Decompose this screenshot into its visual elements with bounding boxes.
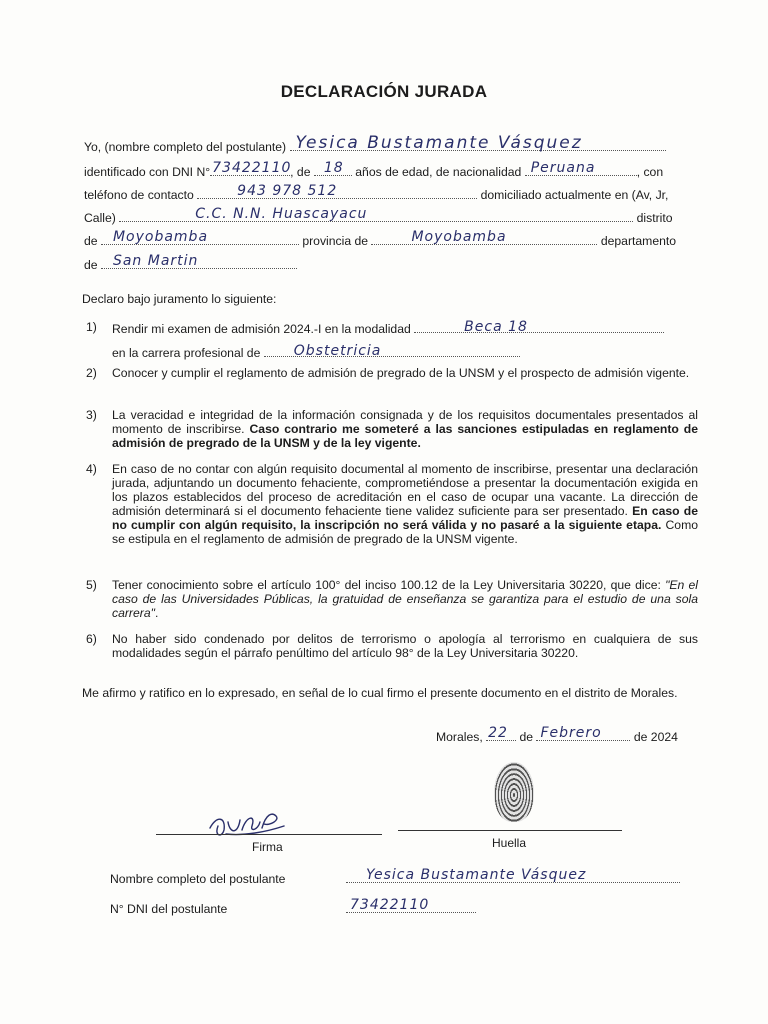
closing-text: Me afirmo y ratifico en lo expresado, en señal de lo cual firmo el presente documento en el distrito de Morales.	[82, 686, 678, 700]
firma-line	[156, 834, 382, 835]
departamento-label: departamento	[600, 234, 677, 248]
phone-line	[84, 183, 700, 204]
signature-drawing	[206, 806, 286, 842]
firma-label: Firma	[252, 840, 283, 854]
age-field	[314, 160, 352, 176]
de2-label: de	[84, 258, 98, 272]
date-month: Febrero	[540, 725, 602, 741]
item-1-text-a: Rendir mi examen de admisión 2024.-I en la modalidad	[112, 322, 411, 336]
item-5-quote: "En el caso de las Universidades Públicas, la gratuidad de enseñanza se garantiza para el estudio de una sola carrera"	[112, 578, 698, 620]
full-name-value: Yesica Bustamante Vásquez	[366, 867, 587, 883]
item-number: 5)	[86, 578, 97, 592]
item-2-text: Conocer y cumplir el reglamento de admisión de pregrado de la UNSM y el prospecto de admisión vigente.	[112, 366, 690, 380]
date-prefix: Morales,	[436, 730, 483, 744]
item-4-text: En caso de no contar con algún requisito documental al momento de inscribirse, presentar una declaración jurada, adjuntando un documento fehaciente, comprometiéndose a presentar la documentación exigida en los plazos establecidos del proceso de acreditación en el caso de ocupar una vacante. La dirección de admisión determinará si el documento fehaciente tiene validez suficiente para ser presentado.	[112, 462, 698, 518]
modality-field	[414, 320, 664, 333]
district-line	[84, 229, 700, 250]
dni-label: identificado con DNI N°	[84, 165, 211, 179]
item-6-text: No haber sido condenado por delitos de terrorismo o apología al terrorismo en cualquiera de sus modalidades según el párrafo penúltimo del artículo 98° de la Ley Universitaria 30220.	[112, 632, 698, 660]
department-field	[101, 253, 297, 269]
item-4-bold: En caso de no cumplir con algún requisito, la inscripción no será válida y no pasaré a la siguiente etapa.	[112, 504, 699, 532]
modality-value: Beca 18	[464, 319, 528, 335]
address-value: C.C. N.N. Huascayacu	[195, 206, 368, 222]
dni-line	[84, 160, 700, 181]
date-day-field	[486, 725, 516, 741]
domicile-label: domiciliado actualmente en (Av, Jr,	[480, 188, 669, 202]
distrito-label: distrito	[636, 211, 673, 225]
item-3-bold: Caso contrario me someteré a las sanciones estipuladas en reglamento de admisión de pregrado de la UNSM y de la ley vigente	[112, 422, 698, 450]
footer-name-line	[110, 867, 690, 888]
phone-field	[197, 183, 477, 199]
date-suffix: de 2024	[633, 730, 678, 744]
provincia-label: provincia de	[302, 234, 369, 248]
item-1-text-b: en la carrera profesional de	[112, 346, 261, 360]
full-name-field	[346, 867, 680, 883]
department-value: San Martin	[112, 253, 199, 269]
item-3-text: La veracidad e integridad de la información consignada y de los requisitos documentales presentados al momento de inscribirse.	[112, 408, 698, 436]
nationality-field	[525, 160, 637, 176]
full-name-label: Nombre completo del postulante	[110, 872, 286, 886]
phone-label: teléfono de contacto	[84, 188, 194, 202]
district-value: Moyobamba	[112, 229, 209, 245]
name-label: Yo, (nombre completo del postulante)	[84, 140, 287, 154]
dni-value: 73422110	[212, 160, 292, 176]
item-number: 6)	[86, 632, 97, 646]
province-field	[371, 229, 597, 245]
career-field	[264, 344, 520, 357]
name-field	[290, 133, 666, 153]
dni-footer-field	[346, 897, 476, 913]
footer-dni-line	[110, 897, 690, 918]
dni-footer-value: 73422110	[350, 897, 430, 913]
career-value: Obstetricia	[293, 343, 382, 359]
document-title: DECLARACIÓN JURADA	[280, 82, 488, 101]
age-label: , de	[290, 165, 311, 179]
nationality-value: Peruana	[530, 160, 596, 176]
item-number: 2)	[86, 366, 97, 380]
item-number: 4)	[86, 462, 97, 476]
declaro-text: Declaro bajo juramento lo siguiente:	[82, 292, 277, 306]
huella-label: Huella	[492, 836, 527, 850]
age-value: 18	[323, 160, 344, 176]
item-4-end: Como se estipula en el reglamento de admisión de pregrado de la UNSM vigente.	[112, 518, 698, 546]
name-value: Yesica Bustamante Vásquez	[295, 133, 583, 153]
date-month-field	[536, 725, 630, 741]
phone-value: 943 978 512	[237, 183, 338, 199]
name-line	[84, 133, 700, 156]
date-de: de	[519, 730, 534, 744]
signature-text	[286, 806, 287, 807]
date-day: 22	[488, 725, 508, 741]
huella-line	[398, 830, 622, 831]
item-5-text: Tener conocimiento sobre el artículo 100° del inciso 100.12 de la Ley Universitaria 30220, que dice:	[112, 578, 661, 592]
item-5-end: .	[154, 606, 159, 620]
thumbprint	[494, 762, 534, 822]
de-label: de	[84, 234, 98, 248]
department-line	[84, 253, 700, 274]
province-value: Moyobamba	[411, 229, 507, 245]
date-line	[436, 725, 716, 746]
dni-field	[210, 160, 292, 176]
address-field	[119, 206, 633, 222]
district-field	[101, 229, 299, 245]
item-number: 1)	[86, 320, 97, 334]
con-label: , con	[636, 165, 664, 179]
nationality-label: años de edad, de nacionalidad	[355, 165, 522, 179]
calle-label: Calle)	[84, 211, 116, 225]
address-line	[84, 206, 700, 227]
item-number: 3)	[86, 408, 97, 422]
item-3-end: .	[417, 436, 421, 450]
dni-footer-label: N° DNI del postulante	[110, 902, 228, 916]
item-1	[86, 320, 698, 360]
